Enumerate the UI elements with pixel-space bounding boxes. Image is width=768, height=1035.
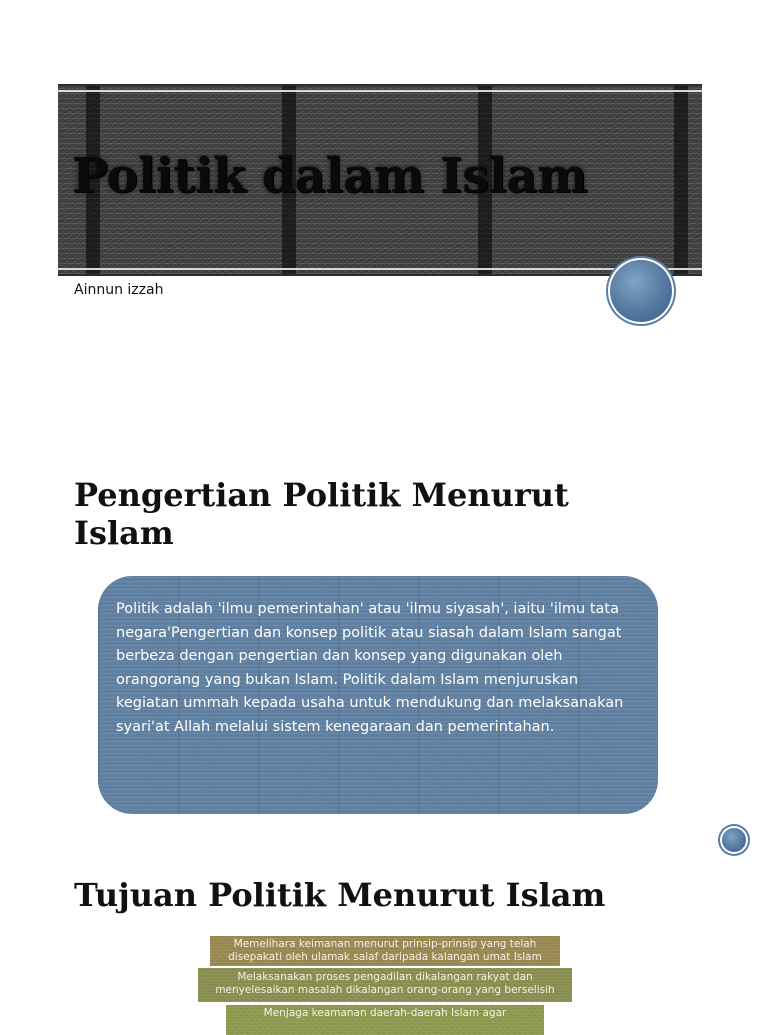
page-title: Politik dalam Islam [72,148,588,204]
list-item: Menjaga keamanan daerah-daerah Islam agar [226,1005,544,1035]
section-heading-tujuan: Tujuan Politik Menurut Islam [74,876,606,914]
list-item: Melaksanakan proses pengadilan dikalangan rakyat dan menyelesaikan masalah dikalangan orang-orang yang berselisih [198,968,572,1002]
banner-bottom-line [58,268,702,270]
author-name: Ainnun izzah [74,282,164,298]
section-heading-pengertian: Pengertian Politik Menurut Islam [74,476,569,552]
definition-card [98,576,658,814]
banner-top-line [58,90,702,92]
small-orb-icon [722,828,746,852]
decorative-orb-icon [610,260,672,322]
definition-text: Politik adalah 'ilmu pemerintahan' atau 'ilmu siyasah', iaitu 'ilmu tata negara'Pengertian dan konsep politik atau siasah dalam Islam sangat berbeza dengan pengertian dan konsep yang digunakan oleh orangorang yang bukan Islam. Politik dalam Islam menjuruskan kegiatan ummah kepada usaha untuk mendukung dan melaksanakan syari'at Allah melalui sistem kenegaraan dan pemerintahan. [116,601,624,735]
list-item: Memelihara keimanan menurut prinsip-prinsip yang telah disepakati oleh ulamak salaf daripada kalangan umat Islam [210,936,560,966]
